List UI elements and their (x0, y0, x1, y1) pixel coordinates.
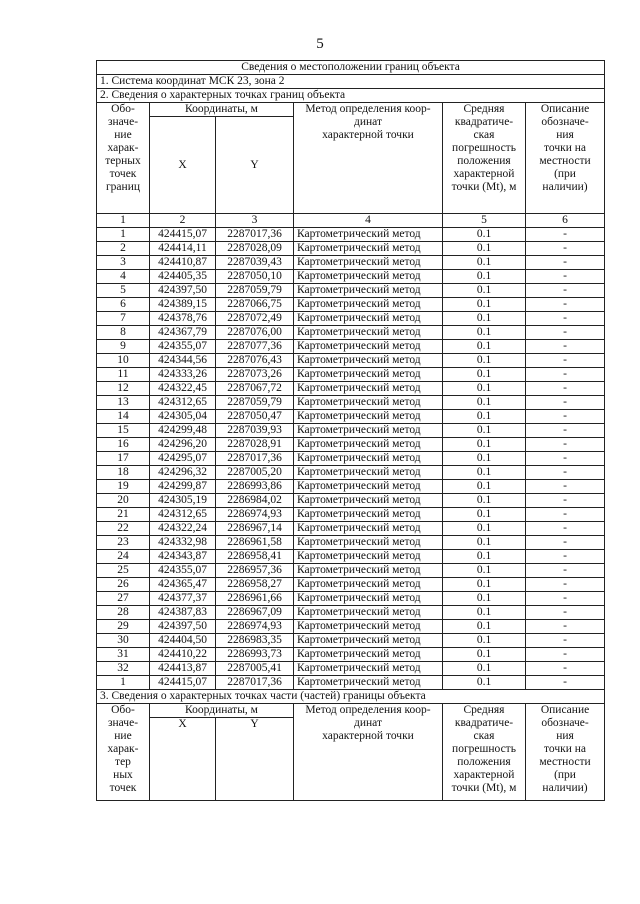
col-number: 5 (443, 214, 526, 228)
header3-x-label: X (150, 718, 216, 801)
page-number: 5 (316, 36, 324, 52)
point-id-cell: 6 (97, 298, 150, 312)
point-id-cell: 26 (97, 578, 150, 592)
table-row (97, 256, 605, 270)
method-cell: Картометрический метод (294, 438, 443, 452)
table-row (97, 592, 605, 606)
point-id-cell: 20 (97, 494, 150, 508)
coord-y-cell: 2287059,79 (216, 396, 294, 410)
point-id-cell: 19 (97, 480, 150, 494)
error-value-cell: 0.1 (443, 620, 526, 634)
method-cell: Картометрический метод (294, 382, 443, 396)
error-value-cell: 0.1 (443, 536, 526, 550)
method-cell: Картометрический метод (294, 312, 443, 326)
method-cell: Картометрический метод (294, 228, 443, 242)
method-cell: Картометрический метод (294, 452, 443, 466)
coord-y-cell: 2287039,93 (216, 424, 294, 438)
header-y-label: Y (216, 117, 294, 214)
coord-y-cell: 2287073,26 (216, 368, 294, 382)
method-cell: Картометрический метод (294, 522, 443, 536)
error-value-cell: 0.1 (443, 256, 526, 270)
section2-heading: 2. Сведения о характерных точках границ объекта (97, 89, 605, 103)
coord-y-cell: 2286993,73 (216, 648, 294, 662)
error-value-cell: 0.1 (443, 312, 526, 326)
description-cell: - (526, 228, 605, 242)
coord-y-cell: 2286967,09 (216, 606, 294, 620)
coord-y-cell: 2286974,93 (216, 508, 294, 522)
coord-x-cell: 424296,20 (150, 438, 216, 452)
error-value-cell: 0.1 (443, 592, 526, 606)
description-cell: - (526, 466, 605, 480)
coord-x-cell: 424344,56 (150, 354, 216, 368)
coord-y-cell: 2286957,36 (216, 564, 294, 578)
table-row (97, 410, 605, 424)
description-cell: - (526, 494, 605, 508)
point-id-cell: 23 (97, 536, 150, 550)
error-value-cell: 0.1 (443, 410, 526, 424)
error-value-cell: 0.1 (443, 480, 526, 494)
description-cell: - (526, 354, 605, 368)
table-row (97, 382, 605, 396)
method-cell: Картометрический метод (294, 620, 443, 634)
method-cell: Картометрический метод (294, 662, 443, 676)
coord-y-cell: 2287059,79 (216, 284, 294, 298)
point-id-cell: 2 (97, 242, 150, 256)
coord-y-cell: 2287028,09 (216, 242, 294, 256)
point-id-cell: 4 (97, 270, 150, 284)
error-value-cell: 0.1 (443, 564, 526, 578)
coord-x-cell: 424378,76 (150, 312, 216, 326)
error-value-cell: 0.1 (443, 270, 526, 284)
coord-y-cell: 2287005,20 (216, 466, 294, 480)
table-row (97, 438, 605, 452)
description-cell: - (526, 312, 605, 326)
point-id-cell: 5 (97, 284, 150, 298)
method-cell: Картометрический метод (294, 564, 443, 578)
coord-x-cell: 424305,19 (150, 494, 216, 508)
method-cell: Картометрический метод (294, 480, 443, 494)
table-row (97, 424, 605, 438)
description-cell: - (526, 620, 605, 634)
coord-x-cell: 424410,87 (150, 256, 216, 270)
coord-x-cell: 424410,22 (150, 648, 216, 662)
error-value-cell: 0.1 (443, 284, 526, 298)
description-cell: - (526, 424, 605, 438)
error-value-cell: 0.1 (443, 382, 526, 396)
description-cell: - (526, 452, 605, 466)
point-id-cell: 1 (97, 676, 150, 690)
error-value-cell: 0.1 (443, 466, 526, 480)
header3-coords-label: Координаты, м (150, 704, 294, 718)
method-cell: Картометрический метод (294, 550, 443, 564)
table-row (97, 312, 605, 326)
coord-y-cell: 2286958,27 (216, 578, 294, 592)
coord-x-cell: 424397,50 (150, 620, 216, 634)
col-number: 1 (97, 214, 150, 228)
coord-x-cell: 424299,87 (150, 480, 216, 494)
coord-x-cell: 424305,04 (150, 410, 216, 424)
point-id-cell: 14 (97, 410, 150, 424)
description-cell: - (526, 480, 605, 494)
point-id-cell: 22 (97, 522, 150, 536)
description-cell: - (526, 606, 605, 620)
method-cell: Картометрический метод (294, 606, 443, 620)
point-id-cell: 18 (97, 466, 150, 480)
point-id-cell: 29 (97, 620, 150, 634)
table-row (97, 550, 605, 564)
description-cell: - (526, 270, 605, 284)
method-cell: Картометрический метод (294, 256, 443, 270)
description-cell: - (526, 396, 605, 410)
error-value-cell: 0.1 (443, 228, 526, 242)
method-cell: Картометрический метод (294, 242, 443, 256)
method-cell: Картометрический метод (294, 284, 443, 298)
boundary-table (96, 60, 605, 801)
table-row (97, 298, 605, 312)
method-cell: Картометрический метод (294, 340, 443, 354)
coord-y-cell: 2287076,00 (216, 326, 294, 340)
header-coords-label: Координаты, м (150, 103, 294, 117)
coord-y-cell: 2287050,10 (216, 270, 294, 284)
col-number: 6 (526, 214, 605, 228)
method-cell: Картометрический метод (294, 676, 443, 690)
method-cell: Картометрический метод (294, 536, 443, 550)
coord-x-cell: 424355,07 (150, 564, 216, 578)
point-id-cell: 1 (97, 228, 150, 242)
description-cell: - (526, 382, 605, 396)
coord-x-cell: 424404,50 (150, 634, 216, 648)
description-cell: - (526, 564, 605, 578)
error-value-cell: 0.1 (443, 396, 526, 410)
coord-x-cell: 424296,32 (150, 466, 216, 480)
coord-y-cell: 2286958,41 (216, 550, 294, 564)
table-row (97, 228, 605, 242)
point-id-cell: 24 (97, 550, 150, 564)
table-row (97, 270, 605, 284)
table-row (97, 620, 605, 634)
point-id-cell: 15 (97, 424, 150, 438)
table-row (97, 648, 605, 662)
description-cell: - (526, 676, 605, 690)
description-cell: - (526, 522, 605, 536)
point-id-cell: 21 (97, 508, 150, 522)
header-error-label: Средняя квадратиче- ская погрешность положения характерной точки (Mt), м (443, 103, 526, 214)
header3-error-label: Средняя квадратиче- ская погрешность положения характерной точки (Mt), м (443, 704, 526, 801)
coord-x-cell: 424355,07 (150, 340, 216, 354)
coord-y-cell: 2287076,43 (216, 354, 294, 368)
table-row (97, 480, 605, 494)
method-cell: Картометрический метод (294, 354, 443, 368)
header3-descr-label: Описание обозначе- ния точки на местности (при наличии) (526, 704, 605, 801)
coord-y-cell: 2287072,49 (216, 312, 294, 326)
coord-y-cell: 2286993,86 (216, 480, 294, 494)
point-id-cell: 12 (97, 382, 150, 396)
coord-x-cell: 424343,87 (150, 550, 216, 564)
coord-y-cell: 2286974,93 (216, 620, 294, 634)
table-row (97, 326, 605, 340)
description-cell: - (526, 242, 605, 256)
method-cell: Картометрический метод (294, 298, 443, 312)
coord-y-cell: 2287067,72 (216, 382, 294, 396)
point-id-cell: 16 (97, 438, 150, 452)
error-value-cell: 0.1 (443, 438, 526, 452)
column-numbers-row (97, 214, 605, 228)
table-row (97, 340, 605, 354)
col-number: 4 (294, 214, 443, 228)
error-value-cell: 0.1 (443, 340, 526, 354)
table-row (97, 452, 605, 466)
col-number: 3 (216, 214, 294, 228)
coord-y-cell: 2286984,02 (216, 494, 294, 508)
description-cell: - (526, 284, 605, 298)
description-cell: - (526, 256, 605, 270)
coord-x-cell: 424312,65 (150, 508, 216, 522)
description-cell: - (526, 340, 605, 354)
point-id-cell: 9 (97, 340, 150, 354)
method-cell: Картометрический метод (294, 508, 443, 522)
coord-x-cell: 424405,35 (150, 270, 216, 284)
coord-x-cell: 424333,26 (150, 368, 216, 382)
error-value-cell: 0.1 (443, 634, 526, 648)
header-method-label: Метод определения коор- динат характерной точки (294, 103, 443, 214)
coord-x-cell: 424365,47 (150, 578, 216, 592)
coord-x-cell: 424415,07 (150, 676, 216, 690)
header-x-label: X (150, 117, 216, 214)
coord-y-cell: 2287066,75 (216, 298, 294, 312)
header3-method-label: Метод определения коор- динат характерной точки (294, 704, 443, 801)
coord-y-cell: 2286983,35 (216, 634, 294, 648)
table-title: Сведения о местоположении границ объекта (97, 61, 605, 75)
coord-x-cell: 424332,98 (150, 536, 216, 550)
table-row (97, 396, 605, 410)
section3-heading: 3. Сведения о характерных точках части (частей) границы объекта (97, 690, 605, 704)
coord-x-cell: 424387,83 (150, 606, 216, 620)
point-id-cell: 28 (97, 606, 150, 620)
coord-x-cell: 424312,65 (150, 396, 216, 410)
error-value-cell: 0.1 (443, 494, 526, 508)
error-value-cell: 0.1 (443, 648, 526, 662)
description-cell: - (526, 410, 605, 424)
coord-x-cell: 424299,48 (150, 424, 216, 438)
coord-y-cell: 2287077,36 (216, 340, 294, 354)
coord-system-row: 1. Система координат МСК 23, зона 2 (97, 75, 605, 89)
table-row (97, 284, 605, 298)
table-row (97, 466, 605, 480)
description-cell: - (526, 634, 605, 648)
coord-x-cell: 424397,50 (150, 284, 216, 298)
method-cell: Картометрический метод (294, 410, 443, 424)
method-cell: Картометрический метод (294, 578, 443, 592)
method-cell: Картометрический метод (294, 424, 443, 438)
coord-x-cell: 424415,07 (150, 228, 216, 242)
coord-y-cell: 2287050,47 (216, 410, 294, 424)
method-cell: Картометрический метод (294, 396, 443, 410)
coord-y-cell: 2286961,66 (216, 592, 294, 606)
point-id-cell: 25 (97, 564, 150, 578)
description-cell: - (526, 592, 605, 606)
table-row (97, 494, 605, 508)
method-cell: Картометрический метод (294, 368, 443, 382)
table-row (97, 662, 605, 676)
coord-x-cell: 424367,79 (150, 326, 216, 340)
point-id-cell: 8 (97, 326, 150, 340)
point-id-cell: 30 (97, 634, 150, 648)
method-cell: Картометрический метод (294, 326, 443, 340)
description-cell: - (526, 508, 605, 522)
header3-y-label: Y (216, 718, 294, 801)
method-cell: Картометрический метод (294, 648, 443, 662)
table-row (97, 368, 605, 382)
description-cell: - (526, 578, 605, 592)
point-id-cell: 31 (97, 648, 150, 662)
error-value-cell: 0.1 (443, 676, 526, 690)
point-id-cell: 11 (97, 368, 150, 382)
coord-y-cell: 2287005,41 (216, 662, 294, 676)
error-value-cell: 0.1 (443, 452, 526, 466)
coord-y-cell: 2287028,91 (216, 438, 294, 452)
point-id-cell: 17 (97, 452, 150, 466)
table-row (97, 242, 605, 256)
col-number: 2 (150, 214, 216, 228)
coord-y-cell: 2286961,58 (216, 536, 294, 550)
description-cell: - (526, 326, 605, 340)
point-id-cell: 27 (97, 592, 150, 606)
method-cell: Картометрический метод (294, 466, 443, 480)
method-cell: Картометрический метод (294, 634, 443, 648)
error-value-cell: 0.1 (443, 242, 526, 256)
method-cell: Картометрический метод (294, 592, 443, 606)
point-id-cell: 3 (97, 256, 150, 270)
error-value-cell: 0.1 (443, 550, 526, 564)
error-value-cell: 0.1 (443, 606, 526, 620)
error-value-cell: 0.1 (443, 662, 526, 676)
description-cell: - (526, 662, 605, 676)
header-descr-label: Описание обозначе- ния точки на местности (при наличии) (526, 103, 605, 214)
method-cell: Картометрический метод (294, 270, 443, 284)
table-row (97, 606, 605, 620)
description-cell: - (526, 298, 605, 312)
error-value-cell: 0.1 (443, 522, 526, 536)
coord-x-cell: 424414,11 (150, 242, 216, 256)
table-row (97, 564, 605, 578)
coord-y-cell: 2287039,43 (216, 256, 294, 270)
error-value-cell: 0.1 (443, 298, 526, 312)
description-cell: - (526, 438, 605, 452)
table-row (97, 676, 605, 690)
error-value-cell: 0.1 (443, 424, 526, 438)
description-cell: - (526, 368, 605, 382)
table-row (97, 634, 605, 648)
coord-y-cell: 2287017,36 (216, 228, 294, 242)
method-cell: Картометрический метод (294, 494, 443, 508)
table-row (97, 522, 605, 536)
description-cell: - (526, 536, 605, 550)
coord-y-cell: 2287017,36 (216, 452, 294, 466)
point-id-cell: 13 (97, 396, 150, 410)
coord-x-cell: 424295,07 (150, 452, 216, 466)
coord-x-cell: 424389,15 (150, 298, 216, 312)
coord-x-cell: 424377,37 (150, 592, 216, 606)
header-point-label: Обо- значе- ние харак- терных точек границ (97, 103, 150, 214)
error-value-cell: 0.1 (443, 368, 526, 382)
coord-x-cell: 424322,45 (150, 382, 216, 396)
point-id-cell: 10 (97, 354, 150, 368)
point-id-cell: 32 (97, 662, 150, 676)
table-row (97, 536, 605, 550)
coord-y-cell: 2286967,14 (216, 522, 294, 536)
table-row (97, 508, 605, 522)
error-value-cell: 0.1 (443, 354, 526, 368)
error-value-cell: 0.1 (443, 508, 526, 522)
table-row (97, 578, 605, 592)
point-id-cell: 7 (97, 312, 150, 326)
description-cell: - (526, 550, 605, 564)
error-value-cell: 0.1 (443, 326, 526, 340)
coord-x-cell: 424322,24 (150, 522, 216, 536)
coord-x-cell: 424413,87 (150, 662, 216, 676)
description-cell: - (526, 648, 605, 662)
coord-y-cell: 2287017,36 (216, 676, 294, 690)
table-row (97, 354, 605, 368)
header3-point-label: Обо- значе- ние харак- тер ных точек (97, 704, 150, 801)
error-value-cell: 0.1 (443, 578, 526, 592)
